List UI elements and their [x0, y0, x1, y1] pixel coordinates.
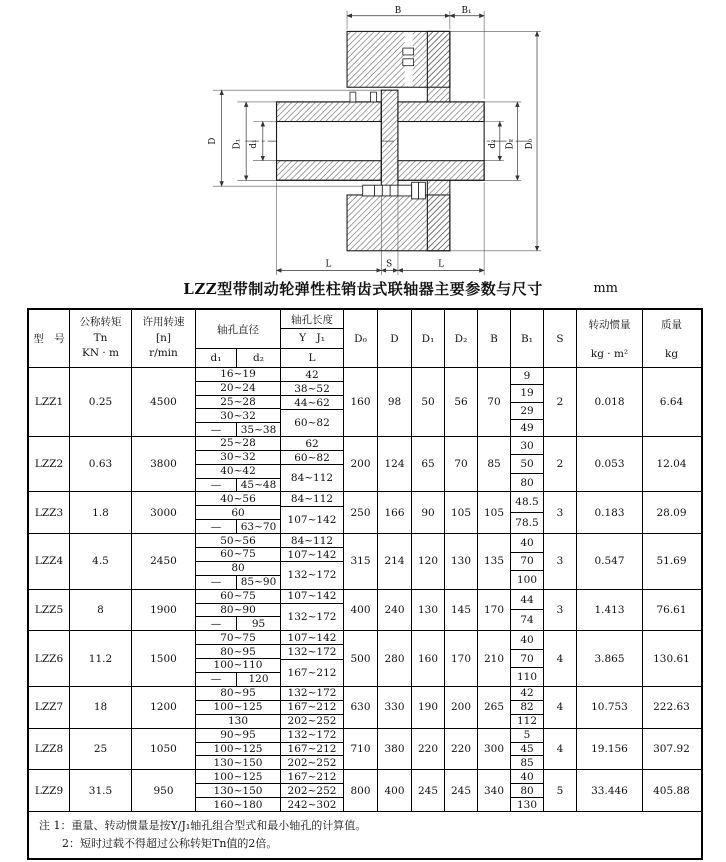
table-body — [29, 367, 701, 811]
page-title: LZZ型带制动轮弹性柱销齿式联轴器主要参数与尺寸 — [183, 280, 543, 298]
dim-label-S: S — [386, 259, 393, 270]
bore-d2-cell: 85~90 — [236, 576, 280, 589]
torque-cell: 1.8 — [69, 492, 131, 533]
B1-value: 110 — [511, 667, 543, 685]
header-L: L — [281, 348, 343, 367]
D0-cell: 630 — [343, 687, 377, 728]
title-row — [0, 278, 726, 300]
B1-value: 9 — [523, 370, 531, 383]
inertia-cell: 0.053 — [576, 437, 642, 491]
bore-length-cell: 202~252 — [281, 714, 343, 728]
header-torque-line1: 公称转矩 — [79, 315, 122, 328]
speed-cell: 1900 — [131, 590, 195, 631]
D-cell: 214 — [377, 534, 411, 588]
bore-row: 160~180 — [196, 797, 280, 811]
bore-length-cell: 60~82 — [281, 409, 343, 436]
bore-d2-cell: 120 — [236, 673, 280, 686]
mass-cell: 307.92 — [642, 729, 700, 770]
D0-cell: 710 — [343, 729, 377, 770]
header-speed-line3: r/min — [149, 347, 178, 360]
B1-block — [510, 687, 543, 728]
S-cell: 4 — [543, 631, 576, 685]
table-row — [29, 491, 701, 533]
torque-cell: 0.63 — [69, 437, 131, 491]
inertia-cell: 19.156 — [576, 729, 642, 770]
bore-d2-cell: 35~38 — [236, 423, 280, 436]
dim-label-d2: d₂ — [487, 139, 498, 149]
torque-cell: 25 — [69, 729, 131, 770]
bore-d2-cell: 95 — [236, 617, 280, 630]
B1-value: 5 — [523, 729, 531, 742]
pin-end — [371, 92, 377, 102]
bore-length-cell: 84~112 — [290, 493, 334, 506]
note-line-2: 2：短时过载不得超过公称转矩Tn值的2倍。 — [62, 836, 278, 850]
D-cell: 98 — [377, 368, 411, 436]
bore-length-cell: 60~82 — [281, 450, 343, 464]
bore-length-cell: 202~252 — [281, 783, 343, 797]
header-torque-line3: KN · m — [81, 347, 119, 360]
torque-cell: 11.2 — [69, 631, 131, 685]
torque-cell: 31.5 — [69, 770, 131, 811]
bore-length-cell: 132~172 — [281, 644, 343, 658]
B-cell: 105 — [477, 492, 510, 533]
S-cell: 4 — [543, 687, 576, 728]
B1-value: 44 — [520, 593, 534, 606]
speed-cell: 4500 — [131, 368, 195, 436]
B1-block — [510, 631, 543, 685]
D0-cell: 500 — [343, 631, 377, 685]
bore-row: 80~90 — [196, 603, 280, 617]
B1-value: 100 — [511, 570, 543, 588]
D2-cell: 220 — [444, 729, 477, 770]
torque-cell: 18 — [69, 687, 131, 728]
bore-row: 60~75 — [196, 547, 280, 561]
header-mass — [642, 310, 700, 367]
model-cell: LZZ2 — [34, 458, 64, 471]
bore-length-cell: 167~212 — [287, 770, 337, 783]
table-row — [29, 686, 701, 728]
header-inertia-line2: kg · m² — [590, 348, 629, 360]
D0-cell: 160 — [343, 368, 377, 436]
bore-row: 25~28 — [220, 437, 256, 450]
D1-cell: 130 — [411, 590, 444, 631]
D0-cell: 400 — [343, 590, 377, 631]
dim-label-d1: d₁ — [248, 139, 259, 149]
dim-label-D1: D₁ — [232, 138, 243, 150]
D-cell: 124 — [377, 437, 411, 491]
mass-cell: 6.64 — [642, 368, 700, 436]
pin-end — [350, 92, 356, 102]
bore-row — [196, 616, 280, 630]
bore-row — [196, 478, 280, 492]
mass-cell: 405.88 — [642, 770, 700, 811]
inertia-cell: 1.413 — [576, 590, 642, 631]
speed-cell: 1500 — [131, 631, 195, 685]
D2-cell: 245 — [444, 770, 477, 811]
mass-cell: 12.04 — [642, 437, 700, 491]
bore-row: 30~32 — [196, 450, 280, 464]
D2-cell: 200 — [444, 687, 477, 728]
B-cell: 135 — [477, 534, 510, 588]
B1-value: 74 — [511, 609, 543, 630]
B1-value: 30 — [520, 439, 534, 452]
bore-d1-cell: — — [210, 576, 222, 589]
B-cell: 265 — [477, 687, 510, 728]
bore-block — [195, 590, 343, 631]
bore-length-cell: 132~172 — [287, 687, 337, 700]
model-cell: LZZ7 — [34, 701, 64, 714]
bore-block — [195, 631, 343, 685]
D2-cell: 70 — [444, 437, 477, 491]
D2-cell: 130 — [444, 534, 477, 588]
header-B: B — [477, 310, 510, 367]
elastic-pin-bolt — [363, 182, 426, 199]
gear-teeth-detail — [403, 59, 414, 66]
left-hub — [277, 102, 382, 180]
D0-cell: 800 — [343, 770, 377, 811]
header-D2: D₂ — [444, 310, 477, 367]
bore-block — [195, 687, 343, 728]
S-cell: 5 — [543, 770, 576, 811]
B1-value: 82 — [511, 700, 543, 714]
bore-d1-cell: — — [210, 617, 222, 630]
bore-row: 130~150 — [196, 783, 280, 797]
B1-value: 45 — [511, 742, 543, 756]
D1-cell: 120 — [411, 534, 444, 588]
model-cell: LZZ5 — [34, 603, 64, 616]
header-d2: d₂ — [236, 349, 280, 367]
B1-block — [510, 437, 543, 491]
bore-length-cell: 107~142 — [281, 506, 343, 534]
header-S: S — [543, 310, 576, 367]
dim-label-B: B — [394, 5, 402, 16]
model-cell: LZZ9 — [34, 784, 64, 797]
bore-row: 100~125 — [196, 742, 280, 756]
bore-length-cell: 84~112 — [290, 534, 334, 547]
D0-cell: 250 — [343, 492, 377, 533]
header-YJ1: Y J₁ — [281, 328, 343, 347]
B1-value: 50 — [511, 454, 543, 472]
D-cell: 330 — [377, 687, 411, 728]
speed-cell: 3800 — [131, 437, 195, 491]
bore-length-cell: 167~212 — [281, 742, 343, 756]
inertia-cell: 3.865 — [576, 631, 642, 685]
bore-row: 60~75 — [220, 590, 256, 603]
header-model: 型 号 — [33, 333, 65, 345]
bore-row: 80 — [196, 561, 280, 575]
B1-block — [510, 729, 543, 770]
D1-cell: 90 — [411, 492, 444, 533]
bore-row: 20~24 — [196, 381, 280, 395]
B1-value: 29 — [511, 402, 543, 419]
inertia-cell: 0.547 — [576, 534, 642, 588]
gear-teeth-detail — [403, 48, 414, 55]
bore-d1-cell: — — [210, 520, 222, 533]
mass-cell: 76.61 — [642, 590, 700, 631]
bore-length-cell: 107~142 — [287, 590, 337, 603]
speed-cell: 950 — [131, 770, 195, 811]
bore-d1-cell: — — [210, 423, 222, 436]
B1-value: 42 — [520, 687, 534, 700]
bore-d2-cell: 45~48 — [236, 479, 280, 492]
B1-value: 130 — [511, 797, 543, 811]
bore-block — [195, 437, 343, 491]
bore-length-cell: 167~212 — [281, 659, 343, 686]
bore-d1-cell: — — [210, 478, 222, 491]
bore-row — [196, 422, 280, 436]
bore-row: 50~56 — [220, 534, 256, 547]
bore-length-cell: 38~52 — [281, 381, 343, 395]
bore-row: 60 — [196, 505, 280, 519]
bore-row: 100~110 — [196, 658, 280, 672]
table-row — [29, 630, 701, 685]
bore-row: 40~42 — [196, 464, 280, 478]
table-row — [29, 589, 701, 631]
dim-label-B1: B₁ — [461, 5, 472, 16]
header-D0: D₀ — [343, 310, 377, 367]
S-cell: 3 — [543, 534, 576, 588]
coupling-section-drawing — [190, 4, 602, 288]
bore-length-cell: 107~142 — [287, 631, 337, 644]
B1-value: 70 — [511, 649, 543, 667]
B1-value: 85 — [511, 755, 543, 769]
B-cell: 300 — [477, 729, 510, 770]
D2-cell: 105 — [444, 492, 477, 533]
B-cell: 170 — [477, 590, 510, 631]
unit-label: mm — [593, 281, 618, 296]
D0-cell: 315 — [343, 534, 377, 588]
header-bore-diameter: 轴孔直径 — [217, 323, 259, 336]
D1-cell: 65 — [411, 437, 444, 491]
bore-block — [195, 492, 343, 533]
B1-value: 40 — [520, 770, 534, 783]
B1-value: 40 — [520, 536, 534, 549]
speed-cell: 3000 — [131, 492, 195, 533]
bore-length-cell: 42 — [305, 368, 319, 381]
header-speed-line1: 许用转速 — [142, 315, 185, 328]
table-row — [29, 436, 701, 491]
bore-block — [195, 729, 343, 770]
table-notes — [29, 811, 701, 858]
bore-row: 100~125 — [213, 770, 263, 783]
S-cell: 2 — [543, 437, 576, 491]
bore-d1-cell: — — [210, 673, 222, 686]
drawing-area — [0, 0, 726, 276]
dim-label-D: D — [207, 137, 218, 145]
inertia-cell: 33.446 — [576, 770, 642, 811]
inertia-cell: 10.753 — [576, 687, 642, 728]
mass-cell: 130.61 — [642, 631, 700, 685]
bore-row: 30~32 — [196, 408, 280, 422]
D2-cell: 56 — [444, 368, 477, 436]
header-torque — [69, 310, 131, 367]
bore-row: 130 — [196, 714, 280, 728]
D-cell: 380 — [377, 729, 411, 770]
mass-cell: 222.63 — [642, 687, 700, 728]
S-cell: 3 — [543, 590, 576, 631]
header-inertia-line1: 转动惯量 — [588, 319, 631, 331]
dim-label-L-left: L — [325, 259, 332, 270]
bore-row: 40~56 — [220, 492, 256, 505]
torque-cell: 8 — [69, 590, 131, 631]
dim-label-L-right: L — [438, 259, 444, 270]
bore-row: 16~19 — [220, 368, 256, 381]
B1-value: 49 — [511, 419, 543, 436]
bore-length-cell: 202~252 — [281, 755, 343, 769]
bore-length-cell: 84~112 — [281, 464, 343, 491]
bore-length-cell: 242~302 — [281, 797, 343, 811]
B-cell: 70 — [477, 368, 510, 436]
header-mass-line1: 质量 — [661, 319, 682, 331]
header-bore-length: 轴孔长度 — [291, 313, 333, 326]
bore-row: 100~125 — [196, 700, 280, 714]
S-cell: 2 — [543, 368, 576, 436]
note-line-1: 注 1：重量、转动惯量是按Y/J₁轴孔组合型式和最小轴孔的计算值。 — [39, 819, 367, 833]
D1-cell: 160 — [411, 631, 444, 685]
header-speed-line2: [n] — [156, 331, 171, 344]
header-D1: D₁ — [411, 310, 444, 367]
B1-block — [510, 492, 543, 533]
dim-label-D0: D₀ — [525, 138, 536, 150]
bore-row — [196, 672, 280, 686]
B1-value: 80 — [511, 783, 543, 797]
B1-value: 40 — [520, 634, 534, 647]
bore-length-cell: 107~142 — [281, 547, 343, 561]
inertia-cell: 0.018 — [576, 368, 642, 436]
speed-cell: 1200 — [131, 687, 195, 728]
B-cell: 340 — [477, 770, 510, 811]
inertia-cell: 0.183 — [576, 492, 642, 533]
D2-cell: 170 — [444, 631, 477, 685]
B1-block — [510, 534, 543, 588]
S-cell: 3 — [543, 492, 576, 533]
torque-cell: 4.5 — [69, 534, 131, 588]
bore-length-cell: 62 — [305, 437, 319, 450]
D-cell: 400 — [377, 770, 411, 811]
model-cell: LZZ3 — [34, 506, 64, 519]
model-cell: LZZ8 — [34, 742, 64, 755]
bore-length-cell: 44~62 — [281, 395, 343, 409]
bore-row: 130~150 — [196, 755, 280, 769]
header-speed — [131, 310, 195, 367]
header-torque-line2: Tn — [93, 331, 108, 344]
bore-length-cell: 167~212 — [281, 700, 343, 714]
D1-cell: 190 — [411, 687, 444, 728]
B1-value: 48.5 — [515, 496, 539, 509]
bore-row: 90~95 — [220, 729, 256, 742]
speed-cell: 1050 — [131, 729, 195, 770]
table-row — [29, 367, 701, 436]
mass-cell: 51.69 — [642, 534, 700, 588]
bore-row: 25~28 — [196, 395, 280, 409]
D2-cell: 145 — [444, 590, 477, 631]
B-cell: 210 — [477, 631, 510, 685]
B1-block — [510, 368, 543, 436]
D-cell: 240 — [377, 590, 411, 631]
table-header — [29, 310, 701, 367]
D-cell: 166 — [377, 492, 411, 533]
model-cell: LZZ4 — [34, 555, 64, 568]
B1-value: 112 — [511, 714, 543, 728]
model-cell: LZZ1 — [34, 396, 64, 408]
model-cell: LZZ6 — [34, 652, 64, 665]
header-bore — [195, 310, 343, 367]
right-hub — [398, 102, 484, 180]
bore-row: 80~95 — [196, 644, 280, 658]
B-cell: 85 — [477, 437, 510, 491]
header-mass-line2: kg — [664, 348, 679, 360]
header-B1: B₁ — [510, 310, 543, 367]
bore-block — [195, 770, 343, 811]
D0-cell: 200 — [343, 437, 377, 491]
torque-cell: 0.25 — [69, 368, 131, 436]
table-row — [29, 533, 701, 588]
table-row — [29, 728, 701, 770]
D1-cell: 50 — [411, 368, 444, 436]
bore-length-cell: 132~172 — [281, 603, 343, 631]
header-d1: d₁ — [210, 352, 222, 364]
table-row — [29, 769, 701, 811]
B1-value: 70 — [511, 552, 543, 570]
B1-block — [510, 770, 543, 811]
bore-row — [196, 519, 280, 533]
bore-length-cell: 132~172 — [287, 729, 337, 742]
B1-block — [510, 590, 543, 631]
S-cell: 4 — [543, 729, 576, 770]
bore-row — [196, 575, 280, 589]
B1-value: 78.5 — [511, 512, 543, 533]
D1-cell: 220 — [411, 729, 444, 770]
B1-value: 80 — [511, 473, 543, 491]
bore-row: 70~75 — [220, 631, 256, 644]
header-D: D — [377, 310, 411, 367]
speed-cell: 2450 — [131, 534, 195, 588]
bore-block — [195, 534, 343, 588]
header-inertia — [576, 310, 642, 367]
dim-label-D2: D₂ — [505, 138, 516, 150]
mass-cell: 28.09 — [642, 492, 700, 533]
B1-value: 19 — [511, 384, 543, 401]
bore-length-cell: 132~172 — [281, 561, 343, 588]
bore-row: 80~95 — [220, 687, 256, 700]
D-cell: 280 — [377, 631, 411, 685]
spec-table — [27, 308, 703, 860]
D1-cell: 245 — [411, 770, 444, 811]
bore-d2-cell: 63~70 — [236, 520, 280, 533]
bore-block — [195, 368, 343, 436]
